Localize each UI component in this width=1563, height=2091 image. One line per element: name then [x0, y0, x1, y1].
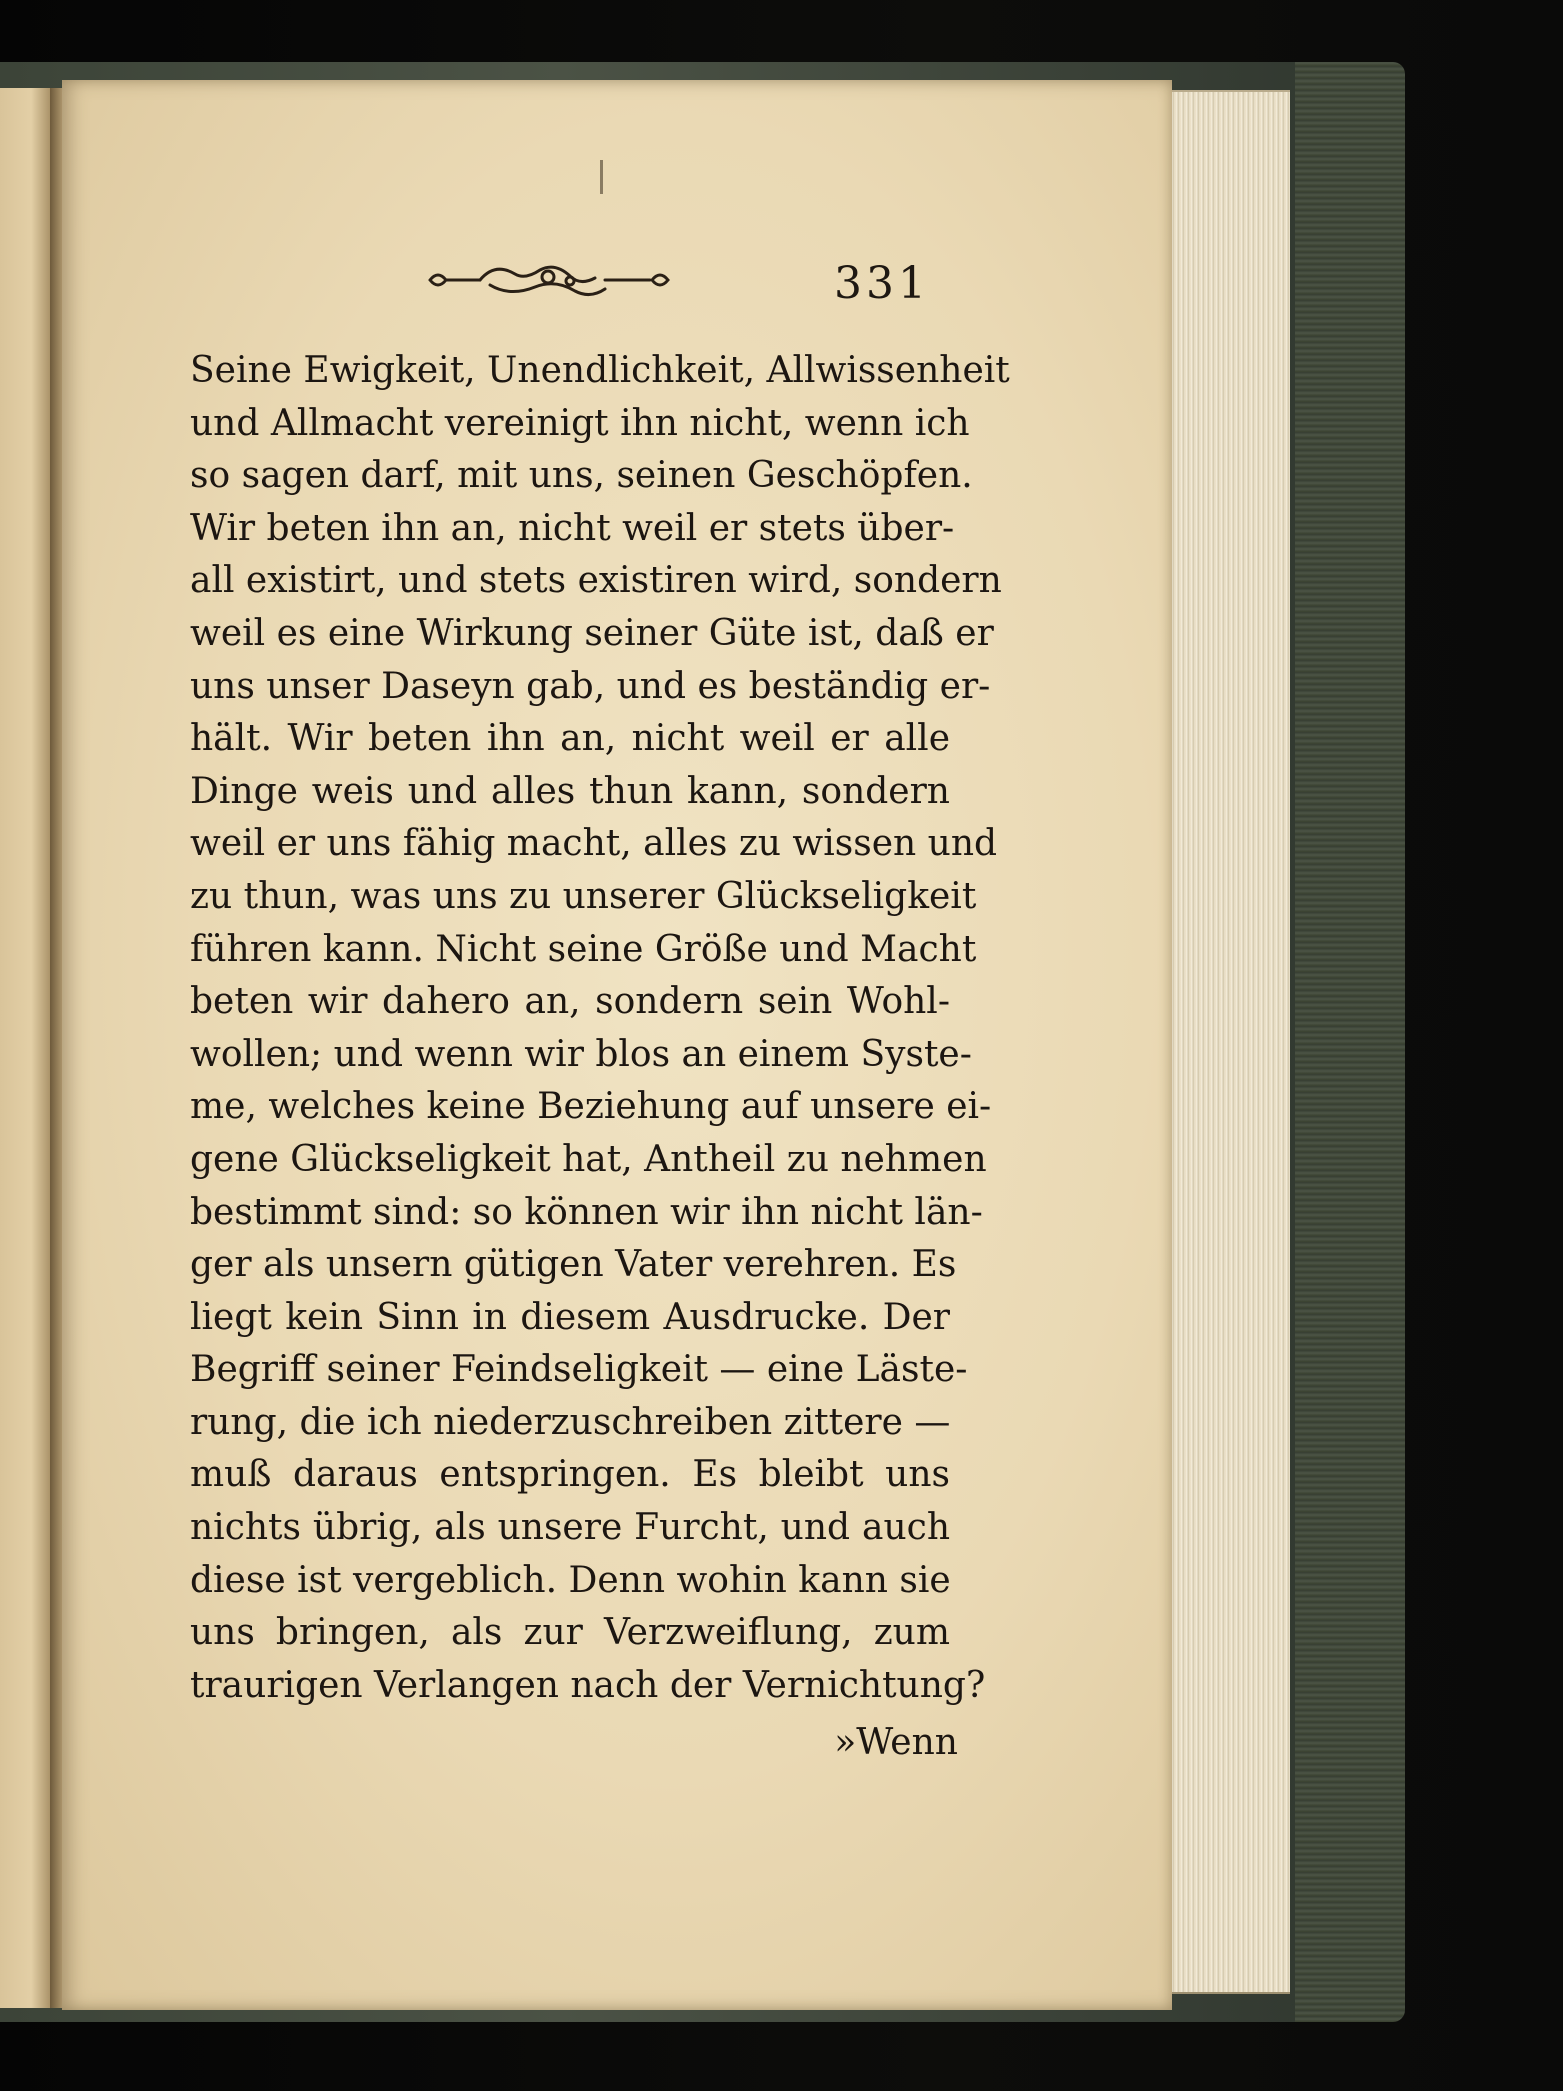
text-line: muß daraus entspringen. Es bleibt uns — [190, 1454, 950, 1496]
text-line: so sagen darf, mit uns, seinen Geschöpfen. — [190, 455, 973, 497]
paper-speck — [600, 160, 603, 194]
text-line: Seine Ewigkeit, Unendlichkeit, Allwissenheit — [190, 350, 1010, 391]
page-number: 331 — [834, 258, 930, 309]
text-line: beten wir dahero an, sondern sein Wohl- — [190, 981, 950, 1023]
text-line: ger als unsern gütigen Vater verehren. Es — [190, 1244, 957, 1286]
text-line: wollen; und wenn wir blos an einem Syste- — [190, 1033, 972, 1075]
text-line: me, welches keine Beziehung auf unsere ei- — [190, 1086, 992, 1128]
text-line: gene Glückseligkeit hat, Antheil zu nehmen — [190, 1138, 987, 1180]
text-line: Dinge weis und alles thun kann, sondern — [190, 770, 950, 812]
text-line: liegt kein Sinn in diesem Ausdrucke. Der — [190, 1296, 950, 1338]
text-line: rung, die ich niederzuschreiben zittere — — [190, 1401, 951, 1443]
text-line: zu thun, was uns zu unserer Glückseligkeit — [190, 875, 977, 917]
text-line: hält. Wir beten ihn an, nicht weil er alle — [190, 718, 950, 760]
text-line: diese ist vergeblich. Denn wohin kann sie — [190, 1559, 951, 1601]
text-line: uns unser Daseyn gab, und es beständig er- — [190, 665, 991, 707]
headpiece-ornament-icon — [420, 255, 680, 305]
text-line: weil es eine Wirkung seiner Güte ist, daß er — [190, 612, 994, 654]
text-line: Begriff seiner Feindseligkeit — eine Läste- — [190, 1349, 968, 1391]
text-line: uns bringen, als zur Verzweiflung, zum — [190, 1612, 950, 1654]
text-line: und Allmacht vereinigt ihn nicht, wenn ich — [190, 402, 970, 444]
catchword: »Wenn — [834, 1722, 958, 1763]
facing-page-edge — [0, 88, 52, 2008]
text-line: führen kann. Nicht seine Größe und Macht — [190, 928, 977, 970]
page-body-text — [190, 345, 1010, 1712]
page-block-edges — [1160, 90, 1290, 1994]
text-line: weil er uns fähig macht, alles zu wissen und — [190, 823, 998, 865]
text-line: Wir beten ihn an, nicht weil er stets über- — [190, 507, 955, 549]
text-line: bestimmt sind: so können wir ihn nicht län- — [190, 1191, 983, 1233]
text-line: traurigen Verlangen nach der Vernichtung? — [190, 1664, 986, 1706]
book-cover-edge — [1295, 62, 1405, 2022]
text-line: nichts übrig, als unsere Furcht, und auch — [190, 1507, 950, 1549]
text-line: all existirt, und stets existiren wird, sondern — [190, 560, 1002, 602]
